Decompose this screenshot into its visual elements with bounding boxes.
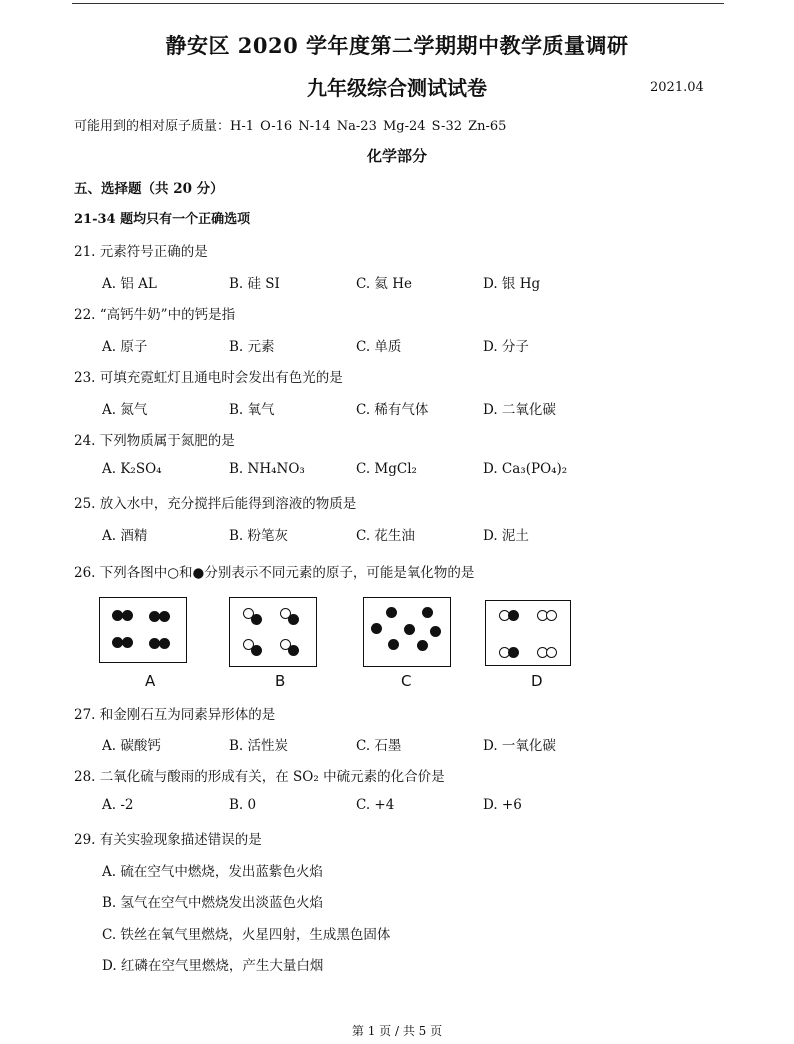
atomic-masses: 可能用到的相对原子质量：H-1 O-16 N-14 Na-23 Mg-24 S-32 Zn-65 [74, 119, 507, 134]
q26-diagram-c [363, 597, 451, 667]
black-atom [417, 640, 428, 651]
q28-option-d: D. +6 [483, 797, 522, 813]
black-atom [386, 607, 397, 618]
q25-option-a: A. 酒精 [102, 528, 148, 544]
q21-option-b: B. 硅 SI [229, 276, 280, 292]
black-atom [404, 624, 415, 635]
q26-label-b: B [275, 672, 286, 690]
question-28-stem: 28. 二氧化硫与酸雨的形成有关，在 SO₂ 中硫元素的化合价是 [74, 769, 445, 785]
question-24-stem: 24. 下列物质属于氮肥的是 [74, 433, 235, 449]
black-atom [508, 610, 519, 621]
part-title: 化学部分 [366, 147, 427, 165]
q27-option-d: D. 一氧化碳 [483, 738, 556, 754]
black-atom [122, 637, 133, 648]
black-atom [388, 639, 399, 650]
q21-option-a: A. 铝 AL [102, 276, 157, 292]
q24-option-b: B. NH₄NO₃ [229, 461, 305, 477]
white-atom [546, 647, 557, 658]
black-atom [288, 645, 299, 656]
question-22-stem: 22. “高钙牛奶”中的钙是指 [74, 307, 236, 323]
q25-option-d: D. 泥土 [483, 528, 529, 544]
q29-option-b: B. 氢气在空气中燃烧发出淡蓝色火焰 [102, 895, 324, 911]
q23-option-a: A. 氮气 [102, 402, 148, 418]
q28-option-c: C. +4 [356, 797, 395, 813]
exam-subtitle: 九年级综合测试试卷 [307, 76, 487, 100]
q22-option-a: A. 原子 [102, 339, 148, 355]
q26-diagram-a [99, 597, 187, 663]
q29-option-d: D. 红磷在空气里燃烧，产生大量白烟 [102, 958, 324, 974]
q23-option-c: C. 稀有气体 [356, 402, 429, 418]
exam-date: 2021.04 [650, 80, 704, 95]
q22-option-d: D. 分子 [483, 339, 529, 355]
q26-label-c: C [401, 672, 412, 690]
section-instruction: 21-34 题均只有一个正确选项 [74, 212, 251, 227]
black-atom [159, 611, 170, 622]
black-atom [288, 614, 299, 625]
question-25-stem: 25. 放入水中，充分搅拌后能得到溶液的物质是 [74, 496, 357, 512]
q22-option-c: C. 单质 [356, 339, 402, 355]
q25-option-b: B. 粉笔灰 [229, 528, 289, 544]
black-atom [122, 610, 133, 621]
q21-option-d: D. 银 Hg [483, 276, 541, 292]
q24-option-c: C. MgCl₂ [356, 461, 417, 477]
q27-option-b: B. 活性炭 [229, 738, 289, 754]
black-atom [430, 626, 441, 637]
black-atom [251, 614, 262, 625]
black-atom [422, 607, 433, 618]
top-rule [72, 3, 724, 4]
q22-option-b: B. 元素 [229, 339, 275, 355]
q29-option-a: A. 硫在空气中燃烧，发出蓝紫色火焰 [102, 864, 323, 880]
q23-option-d: D. 二氧化碳 [483, 402, 556, 418]
q26-diagram-b [229, 597, 317, 667]
q27-option-c: C. 石墨 [356, 738, 402, 754]
q28-option-b: B. 0 [229, 797, 257, 813]
black-atom [508, 647, 519, 658]
q26-label-d: D [531, 672, 543, 690]
black-atom [371, 623, 382, 634]
question-26-stem: 26. 下列各图中○和●分别表示不同元素的原子，可能是氧化物的是 [74, 565, 475, 581]
exam-title: 静安区 2020 学年度第二学期期中教学质量调研 [165, 33, 629, 58]
page-footer: 第 1 页 / 共 5 页 [351, 1024, 443, 1038]
black-atom [159, 638, 170, 649]
q26-diagram-d [485, 600, 571, 666]
question-29-stem: 29. 有关实验现象描述错误的是 [74, 832, 262, 848]
question-23-stem: 23. 可填充霓虹灯且通电时会发出有色光的是 [74, 370, 343, 386]
q27-option-a: A. 碳酸钙 [102, 738, 161, 754]
black-atom [251, 645, 262, 656]
q23-option-b: B. 氧气 [229, 402, 275, 418]
q24-option-a: A. K₂SO₄ [102, 461, 162, 477]
q21-option-c: C. 氦 He [356, 276, 412, 292]
section-title: 五、选择题（共 20 分） [74, 181, 224, 197]
question-21-stem: 21. 元素符号正确的是 [74, 244, 208, 260]
white-atom [546, 610, 557, 621]
q26-label-a: A [145, 672, 156, 690]
q24-option-d: D. Ca₃(PO₄)₂ [483, 461, 568, 477]
q28-option-a: A. -2 [102, 797, 134, 813]
q29-option-c: C. 铁丝在氧气里燃烧，火星四射，生成黑色固体 [102, 927, 391, 943]
question-27-stem: 27. 和金刚石互为同素异形体的是 [74, 707, 276, 723]
q25-option-c: C. 花生油 [356, 528, 415, 544]
